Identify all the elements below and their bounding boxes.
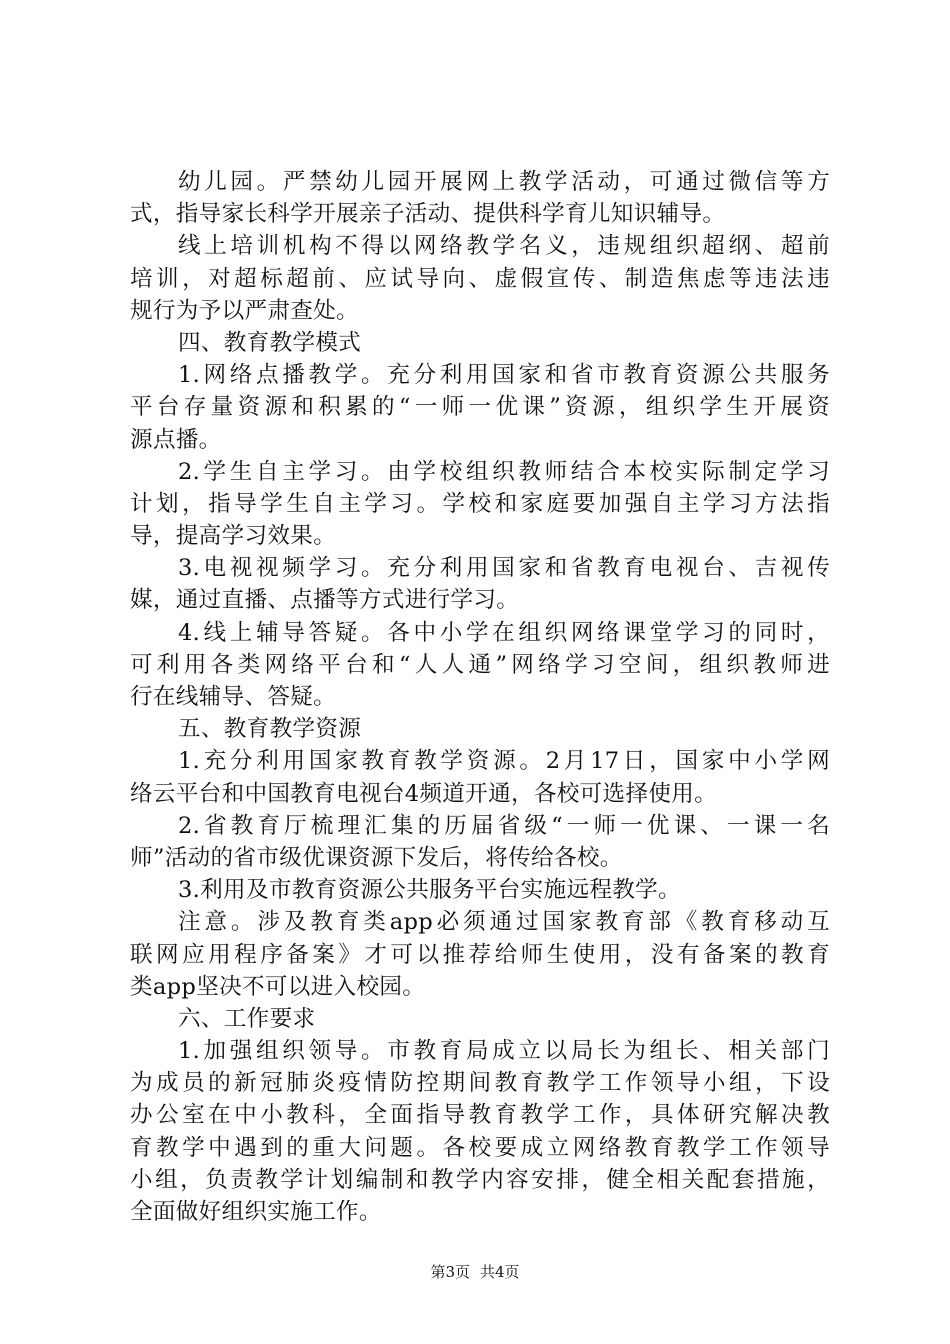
paragraph-remote-teaching [130,874,830,906]
section-heading: 六、工作要求 [178,1005,316,1032]
text-line: 式，指导家长科学开展亲子活动、提供科学育儿知识辅导。 [130,201,726,228]
paragraph-kindergarten-continued [130,166,830,230]
text-line: 平台存量资源和积累的“一师一优课”资源，组织学生开展资 [130,394,830,421]
text-line: 注意。涉及教育类app必须通过国家教育部《教育移动互 [178,909,830,936]
text-line: 联网应用程序备案》才可以推荐给师生使用，没有备案的教育 [130,941,830,968]
paragraph-online-training [130,230,830,327]
page-footer [0,1262,950,1282]
text-line: 导，提高学习效果。 [130,523,337,550]
text-line: 源点播。 [130,426,222,453]
text-line: 培训，对超标超前、应试导向、虚假宣传、制造焦虑等违法违 [130,265,830,292]
text-line: 媒，通过直播、点播等方式进行学习。 [130,587,520,614]
text-line: 行在线辅导、答疑。 [130,684,337,710]
text-line: 2.省教育厅梳理汇集的历届省级“一师一优课、一课一名 [178,812,830,839]
document-body [130,166,830,1228]
paragraph-vod-teaching [130,359,830,456]
text-line: 可利用各类网络平台和“人人通”网络学习空间，组织教师进 [130,651,830,678]
text-line: 育教学中遇到的重大问题。各校要成立网络教育教学工作领导 [130,1134,830,1161]
text-line: 小组，负责教学计划编制和教学内容安排，健全相关配套措施， [130,1166,830,1193]
text-line: 幼儿园。严禁幼儿园开展网上教学活动，可通过微信等方 [178,169,830,195]
section-heading: 四、教育教学模式 [178,329,362,356]
paragraph-provincial-resources [130,810,830,874]
page-total: 共4页 [480,1263,520,1281]
text-line: 线上培训机构不得以网络教学名义，违规组织超纲、超前 [178,233,830,260]
text-line: 3.电视视频学习。充分利用国家和省教育电视台、吉视传 [178,555,830,582]
text-line: 全面做好组织实施工作。 [130,1199,382,1225]
text-line: 3.利用及市教育资源公共服务平台实施远程教学。 [178,877,681,904]
section-heading: 五、教育教学资源 [178,716,362,743]
paragraph-tv-video [130,552,830,616]
text-line: 1.加强组织领导。市教育局成立以局长为组长、相关部门 [178,1038,830,1065]
page-number: 第3页 [430,1263,470,1281]
text-line: 计划，指导学生自主学习。学校和家庭要加强自主学习方法指 [130,490,830,517]
paragraph-self-study [130,456,830,553]
text-line: 1.充分利用国家教育教学资源。2月17日，国家中小学网 [178,748,830,775]
paragraph-national-resources [130,745,830,809]
paragraph-app-notice [130,906,830,1003]
text-line: 络云平台和中国教育电视台4频道开通，各校可选择使用。 [130,780,718,807]
paragraph-online-tutoring [130,617,830,714]
section-heading-requirements [130,1003,830,1035]
text-line: 1.网络点播教学。充分利用国家和省市教育资源公共服务 [178,362,830,389]
text-line: 4.线上辅导答疑。各中小学在组织网络课堂学习的同时， [178,619,830,646]
text-line: 类app坚决不可以进入校园。 [130,973,426,1000]
text-line: 师”活动的省市级优课资源下发后，将传给各校。 [130,844,623,871]
text-line: 办公室在中小教科，全面指导教育教学工作，具体研究解决教 [130,1102,830,1129]
text-line: 2.学生自主学习。由学校组织教师结合本校实际制定学习 [178,458,830,485]
section-heading-resources [130,713,830,745]
section-heading-teaching-mode [130,327,830,359]
text-line: 为成员的新冠肺炎疫情防控期间教育教学工作领导小组，下设 [130,1070,830,1097]
paragraph-leadership [130,1035,830,1228]
text-line: 规行为予以严肃查处。 [130,297,359,324]
